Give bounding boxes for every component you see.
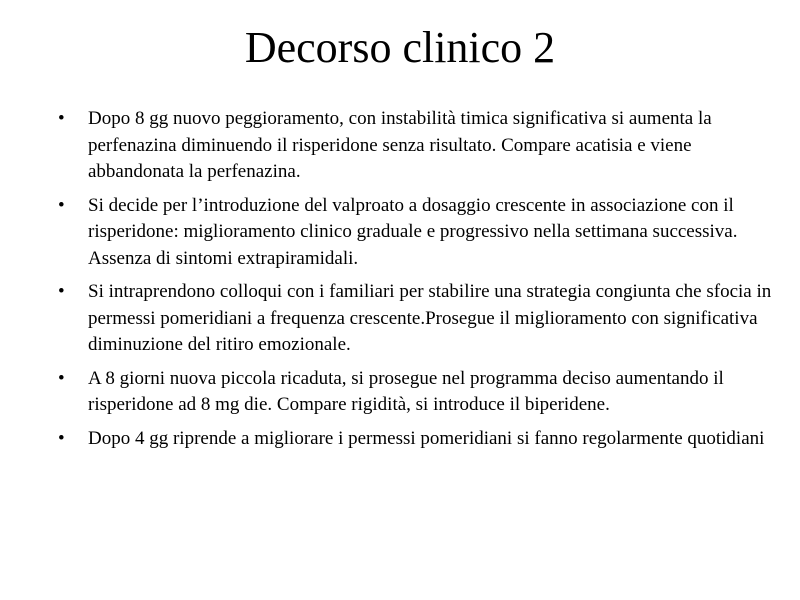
bullet-item (58, 426, 778, 453)
bullet-dot-icon: • (58, 108, 65, 129)
bullet-item (58, 279, 778, 359)
bullet-text: A 8 giorni nuova piccola ricaduta, si prosegue nel programma deciso aumentando il risperidone ad 8 mg die. Compare rigidità, si introduce il biperidene. (88, 367, 724, 415)
bullet-list (58, 106, 778, 459)
bullet-text: Si decide per l’introduzione del valproato a dosaggio crescente in associazione con il risperidone: miglioramento clinico graduale e progressivo nella settimana successiva. Assenza di sintomi extrapiramidali. (88, 194, 738, 269)
bullet-dot-icon: • (58, 194, 65, 216)
bullet-item (58, 106, 778, 186)
bullet-dot-icon: • (58, 281, 65, 302)
bullet-text: Dopo 8 gg nuovo peggioramento, con instabilità timica significativa si aumenta la perfenazina diminuendo il risperidone senza risultato. Compare acatisia e viene abbandonata la perfenazina. (88, 108, 712, 182)
bullet-text: Dopo 4 gg riprende a migliorare i permessi pomeridiani si fanno regolarmente quotidiani (88, 427, 765, 449)
slide-title: Decorso clinico 2 (244, 23, 556, 72)
bullet-dot-icon: • (58, 427, 65, 449)
bullet-item (58, 193, 778, 273)
bullet-item (58, 366, 778, 419)
bullet-text: Si intraprendono colloqui con i familiari per stabilire una strategia congiunta che sfocia in permessi pomeridiani a frequenza crescente.Prosegue il miglioramento con significativa diminuzione del ritiro emozionale. (88, 281, 772, 355)
bullet-dot-icon: • (58, 367, 65, 389)
